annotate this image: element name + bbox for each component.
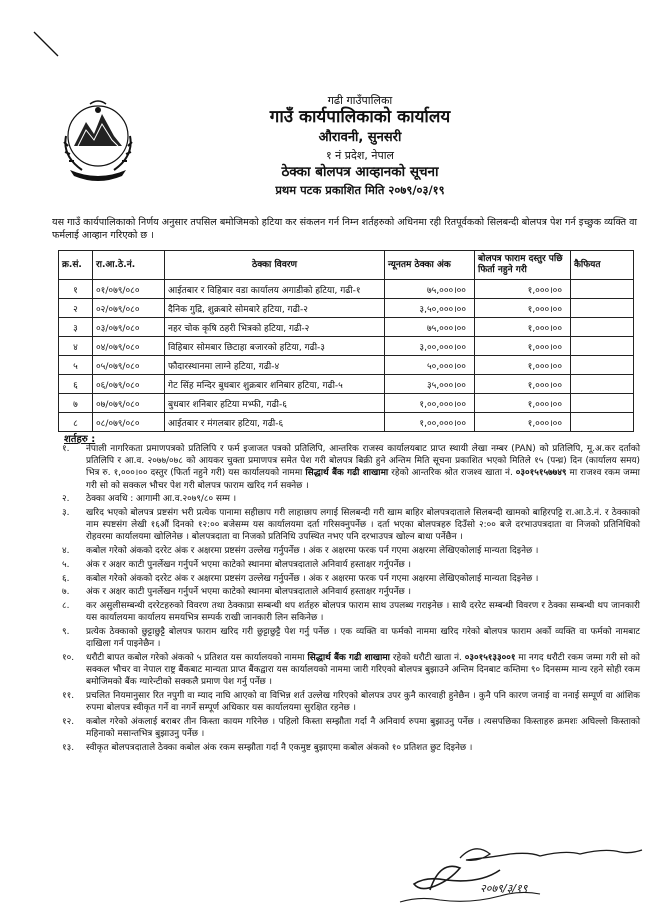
term-number: १३. <box>62 742 75 753</box>
office-name: गढी गाउँपालिका <box>327 94 393 107</box>
cell-description: नहर चोक कृषि ठहरी भित्रको हटिया, गढी-२ <box>165 318 385 337</box>
office-province: १ नं प्रदेश, नेपाल <box>325 149 395 162</box>
term-number: ९. <box>62 626 70 637</box>
term-text: प्रत्येक ठेक्काको छुट्टाछुट्टै बोलपत्र फाराम खरिद गरी छुट्टाछुट्टै पेश गर्नु पर्नेछ । एक व्यक्ति वा फर्मको नाममा खरिद गरेको बोलपत्र फाराम अर्को व्यक्ति वा फर्मको नामबाट दाखिला गर्न पाइनेछैन । <box>86 626 640 650</box>
cell-min-amount: ३५,०००।०० <box>385 375 475 394</box>
term-number: ३. <box>62 508 70 519</box>
term-text: अंक र अक्षर काटी पुनर्लेखन गर्नुपर्ने भएमा काटेको स्थानमा बोलपत्रदाताले अनिवार्य हस्ताक्षर गर्नुपर्नेछ । <box>86 559 411 570</box>
term-item <box>62 742 640 754</box>
cell-remarks <box>571 337 634 356</box>
intro-paragraph: यस गाउँ कार्यपालिकाको निर्णय अनुसार तपसिल बमोजिमको हटिया कर संकलन गर्न निम्न शर्तहरुको अधिनमा रही रितपूर्वकको सिलबन्दी बोलपत्र पेश गर्न इच्छुक व्यक्ति वा फर्मलाई आव्हान गरिएको छ । <box>52 217 637 241</box>
cell-serial: १ <box>59 280 93 299</box>
cell-contract-no: ०७/०७९/०८० <box>93 394 165 413</box>
notice-title: ठेक्का बोलपत्र आव्हानको सूचना <box>281 164 439 180</box>
cell-form-fee: १,०००।०० <box>475 413 571 432</box>
terms-heading: शर्तहरु : <box>64 434 96 445</box>
term-item <box>62 559 640 571</box>
term-text: कर असुलीसम्बन्धी दररेटहरुको विवरण तथा ठेक्काप्रा सम्बन्धी थप शर्तहरु बोलपत्र फाराम साथ उपलब्ध गराइनेछ । साथै दररेट सम्बन्धी विवरण र ठेक्का सम्बन्धी थप जानकारी यस कार्यालयमा कार्यालय समयभित्र सम्पर्क राखी जानकारी लिन सकिनेछ । <box>86 600 640 624</box>
table-row <box>59 280 634 299</box>
table-row <box>59 356 634 375</box>
term-number: २. <box>62 494 70 505</box>
term-number: ४. <box>62 546 70 557</box>
col-header-serial: क्र.सं. <box>59 251 93 280</box>
cell-description: आईतबार र विहिबार वडा कार्यालय अगाडीको हटिया, गढी-१ <box>165 280 385 299</box>
cell-remarks <box>571 299 634 318</box>
term-number: ८. <box>62 600 70 611</box>
table-row <box>59 299 634 318</box>
cell-contract-no: ०५/०७९/०८० <box>93 356 165 375</box>
cell-remarks <box>571 280 634 299</box>
term-text: अंक र अक्षर काटी पुनर्लेखन गर्नुपर्ने भएमा काटेको स्थानमा बोलपत्रदाताले अनिवार्य हस्ताक्षर गर्नुपर्नेछ । <box>86 587 411 598</box>
term-bank-name: सिद्धार्थ बैंक गढी शाखामा <box>305 468 389 479</box>
table-header-row <box>59 251 634 280</box>
term-number: ६. <box>62 573 70 584</box>
term-text: कबोल गरेको अंकको दररेट अंक र अक्षरमा प्रष्टसंग उल्लेख गर्नुपर्नेछ । अंक र अक्षरमा फरक पर्न गएमा अक्षरमा लेखिएकोलाई मान्यता दिइनेछ । <box>86 573 539 584</box>
term-text: धरौटी बापत कबोल गरेको अंकको ५ प्रतिशत यस कार्यालयको नाममा <box>86 652 308 663</box>
term-text: खरिद भएको बोलपत्र प्रष्टसंग भरी प्रत्येक पानामा सहीछाप गरी लाहाछाप लगाई सिलबन्दी गरी खाम बाहिर बोलपत्रदाताले सिलबन्दी खामको बाहिरपट्टि रा.आ.ठे.नं. र ठेक्काको नाम स्पष्टसंग लेखी १६औं दिनको १२:०० बजेसम्म यस कार्यालयमा दर्ता गरिसक्नुपर्नेछ । दर्ता भएका बोलपत्रहरु दिउँसो २:०० बजे दरभाउपत्रदाता वा निजको प्रतिनिधिको रोहवरमा कार्यालयमा खोलिनेछ । बोलपत्रदाता वा निजको प्रतिनिधि उपस्थित नभए पनि दरभाउपत्र खोल्न बाधा पर्नेछैन । <box>86 508 640 543</box>
cell-serial: ६ <box>59 375 93 394</box>
cell-serial: ३ <box>59 318 93 337</box>
term-text: रहेको धरौटी खाता नं. <box>389 652 465 663</box>
publication-date: प्रथम पटक प्रकाशित मिति २०७९/०३/१९ <box>275 183 445 197</box>
term-number: ५. <box>62 559 70 570</box>
cell-description: आईतबार र मंगलबार हटिया, गढी-६ <box>165 413 385 432</box>
cell-contract-no: ०१/०७९/०८० <box>93 280 165 299</box>
term-item <box>62 690 640 714</box>
term-number: ७. <box>62 587 70 598</box>
col-header-description: ठेक्का विवरण <box>165 251 385 280</box>
term-item <box>62 626 640 650</box>
term-text: मा नगद धरौटी रकम जम्मा गरी सो को सक्कल भौचर वा नेपाल राष्ट्र बैंकबाट मान्यता प्राप्त बैंकद्वारा यस कार्यालयको नाममा जारी गरिएको बोलपत्र बुझाउने अन्तिम दिनबाट कम्तिमा ९० दिनसम्म मान्य रहने सोही रकम बमोजिमको बैंक ग्यारेन्टीको सक्कलै प्रमाण पेश गर्नु पर्नेछ । <box>86 652 640 688</box>
corner-slash-mark <box>32 30 62 60</box>
term-text: ठेक्का अवधि : आगामी आ.व.२०७९/८० सम्म । <box>86 494 237 505</box>
term-number: १०. <box>62 652 75 663</box>
term-item <box>62 573 640 585</box>
cell-min-amount: १,००,०००।०० <box>385 413 475 432</box>
term-number: १. <box>62 444 70 454</box>
cell-contract-no: ०३/०७९/०८० <box>93 318 165 337</box>
term-text: कबोल गरेको अंकलाई बराबर तीन किस्ता कायम गरिनेछ । पहिलो किस्ता सम्झौता गर्दा नै अनिवार्य रुपमा बुझाउनु पर्नेछ । त्यसपछिका किस्ताहरु क्रमशः अघिल्लो किस्ताको महिनाको मसान्तभित्र बुझाउनु पर्नेछ । <box>86 716 640 739</box>
terms-list <box>62 443 640 755</box>
cell-min-amount: ७५,०००।०० <box>385 280 475 299</box>
term-item <box>62 507 640 544</box>
cell-form-fee: १,०००।०० <box>475 394 571 413</box>
term-item <box>62 600 640 624</box>
cell-min-amount: ५०,०००।०० <box>385 356 475 375</box>
cell-contract-no: ०४/०७९/०८० <box>93 337 165 356</box>
term-text: कबोल गरेको अंकको दररेट अंक र अक्षरमा प्रष्टसंग उल्लेख गर्नुपर्नेछ । अंक र अक्षरमा फरक पर्न गएमा अक्षरमा लेखिएकोलाई मान्यता दिइनेछ । <box>86 546 539 557</box>
term-number: १२. <box>62 716 75 727</box>
cell-form-fee: १,०००।०० <box>475 356 571 375</box>
tender-table <box>58 250 634 432</box>
term-bank-name: सिद्धार्थ बैंक गढी शाखामा <box>307 652 390 663</box>
term-account-number: ०३०१५१५७७४९ <box>515 468 567 479</box>
cell-min-amount: ३,५०,०००।०० <box>385 299 475 318</box>
cell-min-amount: १,००,०००।०० <box>385 394 475 413</box>
cell-form-fee: १,०००।०० <box>475 375 571 394</box>
cell-description: फौदारस्थानमा लाग्ने हटिया, गढी-४ <box>165 356 385 375</box>
col-header-remarks: कैफियत <box>571 251 634 280</box>
term-item <box>62 716 640 740</box>
term-account-number: ०३०१५१३३००१ <box>464 652 516 663</box>
signature-date: २०७९/३/१९ <box>480 882 528 895</box>
term-text: रहेको आन्तरिक श्रोत राजश्व खाता नं. <box>388 468 516 479</box>
table-row <box>59 394 634 413</box>
term-text: प्रचलित नियमानुसार रित नपुगी वा म्याद नाघि आएको वा विभिन्न शर्त उल्लेख गरिएको बोलपत्र उपर कुनै कारवाही हुनेछैन । कुनै पनि कारण जनाई वा ननाई सम्पूर्ण वा आंशिक रुपमा बोलपत्र स्वीकृत गर्ने वा नगर्ने सम्पूर्ण अधिकार यस कार्यालयमा सुरक्षित रहनेछ । <box>86 690 640 714</box>
cell-serial: ५ <box>59 356 93 375</box>
col-header-contract-no: रा.आ.ठे.नं. <box>93 251 165 280</box>
term-item <box>62 586 640 598</box>
nepal-government-emblem-icon <box>56 96 140 182</box>
term-item <box>62 545 640 557</box>
cell-description: विहिबार सोमबार छिटाहा बजारको हटिया, गढी-३ <box>165 337 385 356</box>
term-number: ११. <box>62 690 75 701</box>
cell-description: गेट सिंह मन्दिर बुधबार शुक्रबार शनिबार हटिया, गढी-५ <box>165 375 385 394</box>
cell-remarks <box>571 413 634 432</box>
cell-serial: ७ <box>59 394 93 413</box>
cell-serial: ८ <box>59 413 93 432</box>
cell-remarks <box>571 394 634 413</box>
cell-contract-no: ०६/०७९/०८० <box>93 375 165 394</box>
cell-serial: २ <box>59 299 93 318</box>
signature-stamp <box>380 840 650 905</box>
cell-form-fee: १,०००।०० <box>475 299 571 318</box>
table-row <box>59 337 634 356</box>
table-row <box>59 375 634 394</box>
cell-description: दैनिक गुद्रि, शुक्रबारे सोमबारे हटिया, गढी-२ <box>165 299 385 318</box>
cell-description: बुधबार शनिबार हटिया मभ्फी, गढी-६ <box>165 394 385 413</box>
office-title: गाउँ कार्यपालिकाको कार्यालय <box>269 107 451 127</box>
cell-min-amount: ७५,०००।०० <box>385 318 475 337</box>
term-text: नेपाली नागरिकता प्रमाणपत्रको प्रतिलिपि र फर्म इजाजत पत्रको प्रतिलिपि, आन्तरिक राजस्व कार्यालयबाट प्राप्त स्थायी लेखा नम्बर (PAN) को प्रतिलिपि, मू.अ.कर दर्ताको प्रतिलिपि र आ.व. २०७७/०७८ को आयकर चुक्ता प्रमाणपत्र समेत पेश गरी बोलपत्र बिक्री हुने अन्तिम मिति सूचना प्रकाशित भएको मितिले १५ (पन्ध्र) दिन (कार्यालय समय) भित्र रु. १,०००।०० दस्तुर (फिर्ता नहुने गरी) यस कार्यालयको नाममा <box>86 444 640 479</box>
cell-remarks <box>571 375 634 394</box>
cell-form-fee: १,०००।०० <box>475 337 571 356</box>
cell-form-fee: १,०००।०० <box>475 318 571 337</box>
cell-remarks <box>571 356 634 375</box>
cell-min-amount: ३,००,०००।०० <box>385 337 475 356</box>
cell-contract-no: ०२/०७९/०८० <box>93 299 165 318</box>
cell-contract-no: ०८/०७९/०८० <box>93 413 165 432</box>
term-text: मा राजश्व रकम जम्मा गरी सो को सक्कल भौचर पेश गरी बोलपत्र फाराम खरिद गर्न सक्नेछ । <box>86 468 640 491</box>
office-location: औरावनी, सुनसरी <box>318 130 402 145</box>
table-row <box>59 413 634 432</box>
term-text: स्वीकृत बोलपत्रदाताले ठेक्का कबोल अंक रकम सम्झौता गर्दा नै एकमुष्ट बुझाएमा कबोल अंकको १० प्रतिशत छुट दिइनेछ । <box>86 742 473 753</box>
term-item <box>62 652 640 689</box>
cell-remarks <box>571 318 634 337</box>
table-row <box>59 318 634 337</box>
term-item <box>62 493 640 505</box>
cell-form-fee: १,०००।०० <box>475 280 571 299</box>
term-item <box>62 443 640 492</box>
table-body <box>59 280 634 432</box>
col-header-form-fee: बोलपत्र फाराम दस्तुर पछि फिर्ता नहुने गरी <box>475 251 571 280</box>
col-header-min-amount: न्यूनतम ठेक्का अंक <box>385 251 475 280</box>
cell-serial: ४ <box>59 337 93 356</box>
